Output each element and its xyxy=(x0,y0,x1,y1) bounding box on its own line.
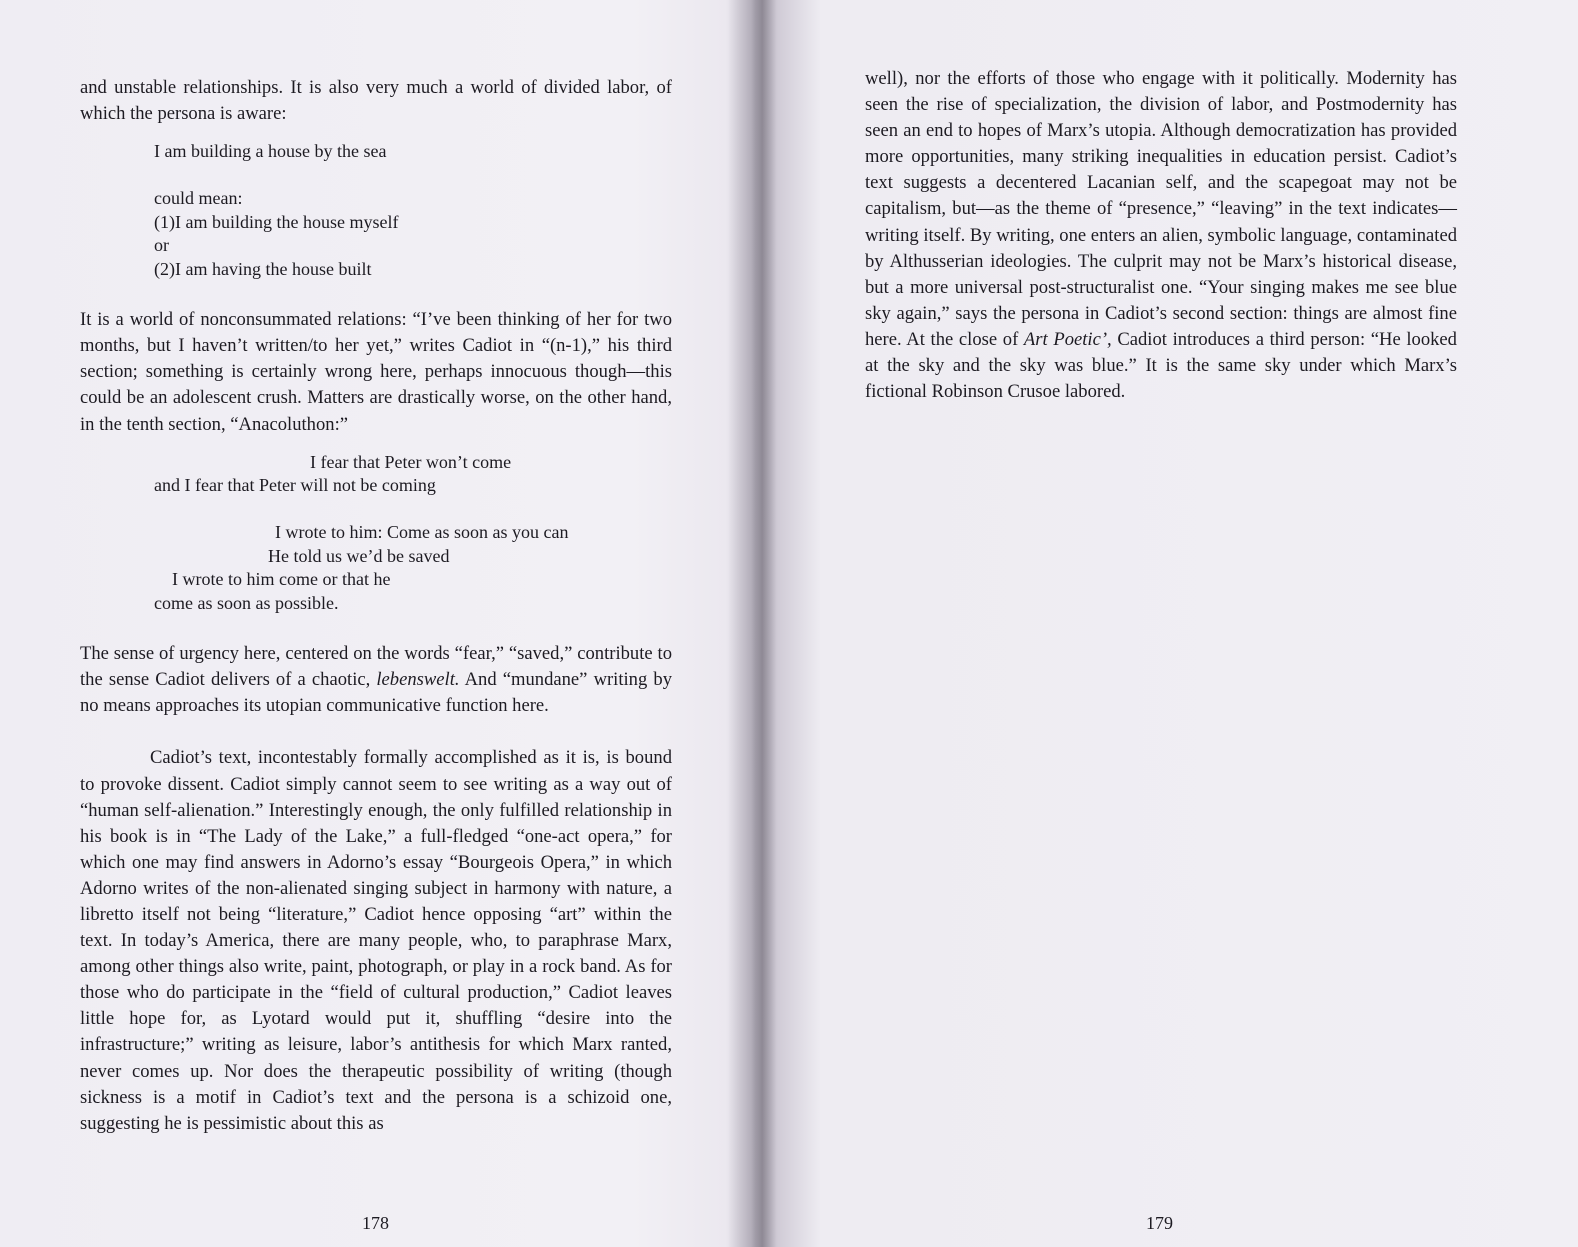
left-page xyxy=(0,0,760,1247)
verse-line: could mean: xyxy=(154,188,243,209)
verse-line: come as soon as possible. xyxy=(154,592,339,613)
paragraph-urgency xyxy=(80,641,672,719)
verse-line: I wrote to him: Come as soon as you can xyxy=(275,522,569,543)
paragraph-continuation-start: well), nor the efforts of those who engage with it politically. Modernity has seen the rise of specialization, the division of labor, and Postmodernity has seen an end to hopes of Marx’s utopia. Although democratization has provided more opportunities, many striking inequalities in education persist. Cadiot’s text suggests a decentered Lacanian self, and the scapegoat may not be capitalism, but—as the theme of “presence,” “leaving” in the text indicates—writing itself. By writing, one enters an alien, symbolic language, contaminated by Althusserian ideologies. The culprit may not be Marx’s historical disease, but a more universal post-structuralist one. “Your singing makes me see blue sky again,” says the persona in Cadiot’s second section: things are almost fine here. At the close of xyxy=(865,68,1457,350)
verse-line: He told us we’d be saved xyxy=(268,545,450,566)
verse-block-house xyxy=(80,140,672,281)
verse-line: I wrote to him come or that he xyxy=(172,569,391,590)
right-page-text xyxy=(865,66,1457,405)
italic-term-lebenswelt: lebenswelt. xyxy=(376,669,460,691)
left-page-text xyxy=(80,75,672,1137)
verse-line: or xyxy=(154,235,169,256)
lead-paragraph: and unstable relationships. It is also very much a world of divided labor, of which the persona is aware: xyxy=(80,77,672,125)
verse-line: (1)I am building the house myself xyxy=(154,211,399,232)
italic-title-art-poetic: Art Poetic’, xyxy=(1023,328,1112,350)
verse-line: and I fear that Peter will not be coming xyxy=(154,475,436,496)
paragraph-continuation xyxy=(865,66,1457,405)
right-page xyxy=(772,0,1578,1247)
paragraph-continuation-end: Cadiot introduces a third person: “He looked at the sky and the sky was blue.” It is the same sky under which Marx’s fictional Robinson Crusoe labored. xyxy=(865,328,1457,403)
page-number-right: 179 xyxy=(1146,1213,1173,1233)
paragraph-relations: It is a world of nonconsummated relations: “I’ve been thinking of her for two months, but I haven’t written/to her yet,” writes Cadiot in “(n-1),” his third section; something is certainly wrong here, perhaps innocuous though—this could be an adolescent crush. Matters are drastically worse, on the other hand, in the tenth section, “Anacoluthon:” xyxy=(80,309,672,435)
verse-line: (2)I am having the house built xyxy=(154,258,372,279)
paragraph-urgency-end: And “mundane” writing by no means approaches its utopian communicative function here. xyxy=(80,669,672,717)
verse-line: I fear that Peter won’t come xyxy=(310,451,512,472)
paragraph-urgency-start: The sense of urgency here, centered on the words “fear,” “saved,” contribute to the sense Cadiot delivers of a chaotic, xyxy=(80,643,672,691)
paragraph-dissent: Cadiot’s text, incontestably formally accomplished as it is, is bound to provoke dissent. Cadiot simply cannot seem to see writing as a way out of “human self-alienation.” Interestingly enough, the only fulfilled relationship in his book is in “The Lady of the Lake,” a full-fledged “one-act opera,” for which one may find answers in Adorno’s essay “Bourgeois Opera,” in which Adorno writes of the non-alienated singing subject in harmony with nature, a libretto itself not being “literature,” Cadiot hence opposing “art” within the text. In today’s America, there are many people, who, to paraphrase Marx, among other things also write, paint, photograph, or play in a rock band. As for those who do participate in the “field of cultural production,” Cadiot leaves little hope for, as Lyotard would put it, shuffling “desire into the infrastructure;” writing as leisure, labor’s antithesis for which Marx ranted, never comes up. Nor does the therapeutic possibility of writing (though sickness is a motif in Cadiot’s text and the persona is a schizoid one, suggesting he is pessimistic about this as xyxy=(80,747,672,1134)
verse-line: I am building a house by the sea xyxy=(154,141,387,162)
page-number-left: 178 xyxy=(362,1213,389,1233)
verse-block-anacoluthon xyxy=(80,451,672,616)
